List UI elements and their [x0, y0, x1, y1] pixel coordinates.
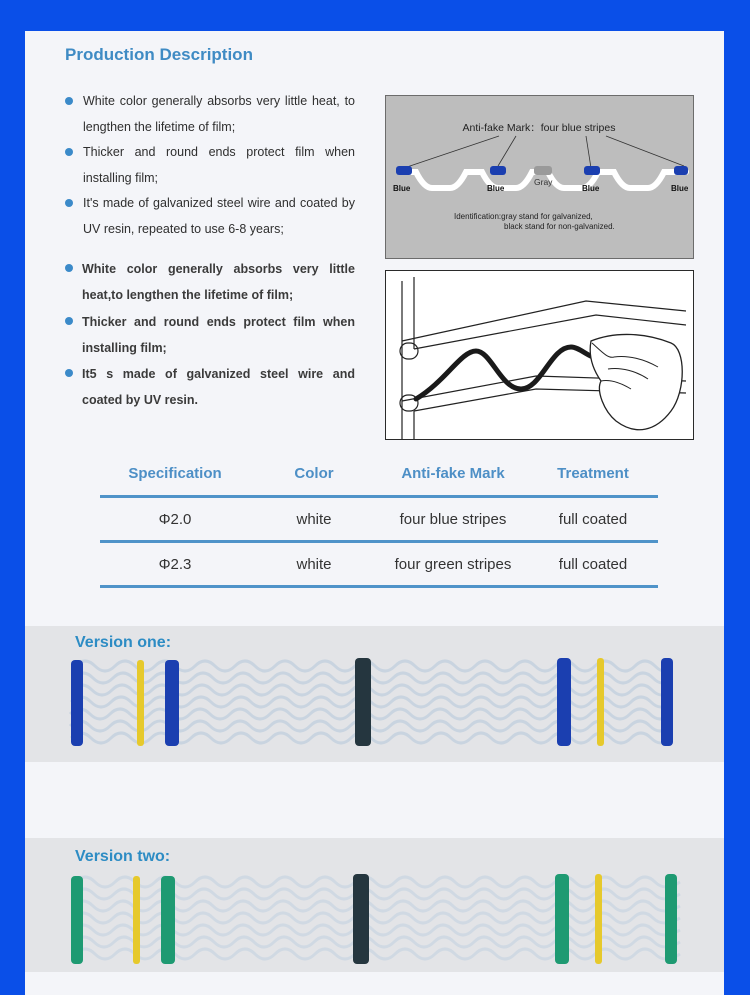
blue-label: Blue: [393, 184, 411, 193]
bullet-item: White color generally absorbs very little heat,to lengthen the lifetime of film;: [65, 256, 355, 309]
dark-stripe: [355, 658, 371, 746]
green-stripe: [161, 876, 175, 964]
divider: [100, 585, 658, 588]
blue-label: Blue: [582, 184, 600, 193]
blue-stripe-3: [584, 166, 600, 175]
table-row: [100, 543, 658, 585]
anti-fake-mark-diagram: [385, 95, 694, 259]
identification-line-2: black stand for non-galvanized.: [504, 222, 615, 231]
specification-table: [100, 451, 658, 588]
blue-label: Blue: [671, 184, 689, 193]
header-specification: Specification: [128, 464, 222, 482]
bullet-dot-icon: [65, 317, 73, 325]
wiggle-wire: [416, 347, 601, 399]
cell-anti-fake-mark: four blue stripes: [399, 510, 507, 528]
hand-outline: [590, 334, 682, 429]
header-anti-fake-mark: Anti-fake Mark: [401, 464, 505, 482]
identification-line-1: Identification:gray stand for galvanized,: [454, 212, 593, 221]
blue-label: Blue: [487, 184, 505, 193]
bullet-item: White color generally absorbs very little heat, to lengthen the lifetime of film;: [65, 89, 355, 140]
yellow-stripe: [597, 658, 604, 746]
green-stripe: [555, 874, 569, 964]
blue-stripe: [661, 658, 673, 746]
blue-stripe-4: [674, 166, 688, 175]
bullet-item: It's made of galvanized steel wire and coated by UV resin, repeated to use 6-8 years;: [65, 191, 355, 242]
header-treatment: Treatment: [557, 464, 629, 482]
bullet-dot-icon: [65, 199, 73, 207]
blue-stripe: [71, 660, 83, 746]
product-sheet: [25, 31, 724, 995]
installation-illustration: [385, 270, 694, 440]
blue-stripe: [557, 658, 571, 746]
table-row: [100, 498, 658, 540]
cell-specification: Φ2.0: [158, 510, 192, 528]
table-header: [100, 451, 658, 495]
green-stripe: [71, 876, 83, 964]
bullet-item: Thicker and round ends protect film when installing film;: [65, 309, 355, 362]
bullet-dot-icon: [65, 97, 73, 105]
dark-stripe: [353, 874, 369, 964]
yellow-stripe: [595, 874, 602, 964]
blue-stripe-1: [396, 166, 412, 175]
cell-treatment: full coated: [558, 510, 628, 528]
gray-stripe: [534, 166, 552, 175]
bullet-list-bottom: [65, 256, 355, 414]
bullet-item: It5 s made of galvanized steel wire and coated by UV resin.: [65, 361, 355, 414]
wire-bundle-version-one: [70, 658, 673, 746]
bullet-dot-icon: [65, 369, 73, 377]
version-one-label: Version one:: [75, 634, 172, 651]
gray-label: Gray: [534, 177, 553, 187]
version-one-panel: [25, 626, 724, 762]
bullet-dot-icon: [65, 264, 73, 272]
bullet-list-top: [65, 89, 355, 242]
cell-color: white: [296, 555, 332, 573]
wire-bundle-version-two: [71, 874, 680, 964]
mark-label: Anti-fake Mark：four blue stripes: [462, 122, 616, 134]
yellow-stripe: [133, 876, 140, 964]
green-stripe: [665, 874, 677, 964]
header-color: Color: [294, 464, 334, 482]
version-two-label: Version two:: [75, 848, 171, 865]
bullet-dot-icon: [65, 148, 73, 156]
cell-treatment: full coated: [558, 555, 628, 573]
cell-color: white: [296, 510, 332, 528]
cell-anti-fake-mark: four green stripes: [394, 555, 512, 573]
version-two-panel: [25, 838, 724, 972]
blue-stripe-2: [490, 166, 506, 175]
bullet-item: Thicker and round ends protect film when installing film;: [65, 140, 355, 191]
blue-stripe: [165, 660, 179, 746]
yellow-stripe: [137, 660, 144, 746]
section-title: Production Description: [65, 45, 253, 64]
cell-specification: Φ2.3: [158, 555, 192, 573]
